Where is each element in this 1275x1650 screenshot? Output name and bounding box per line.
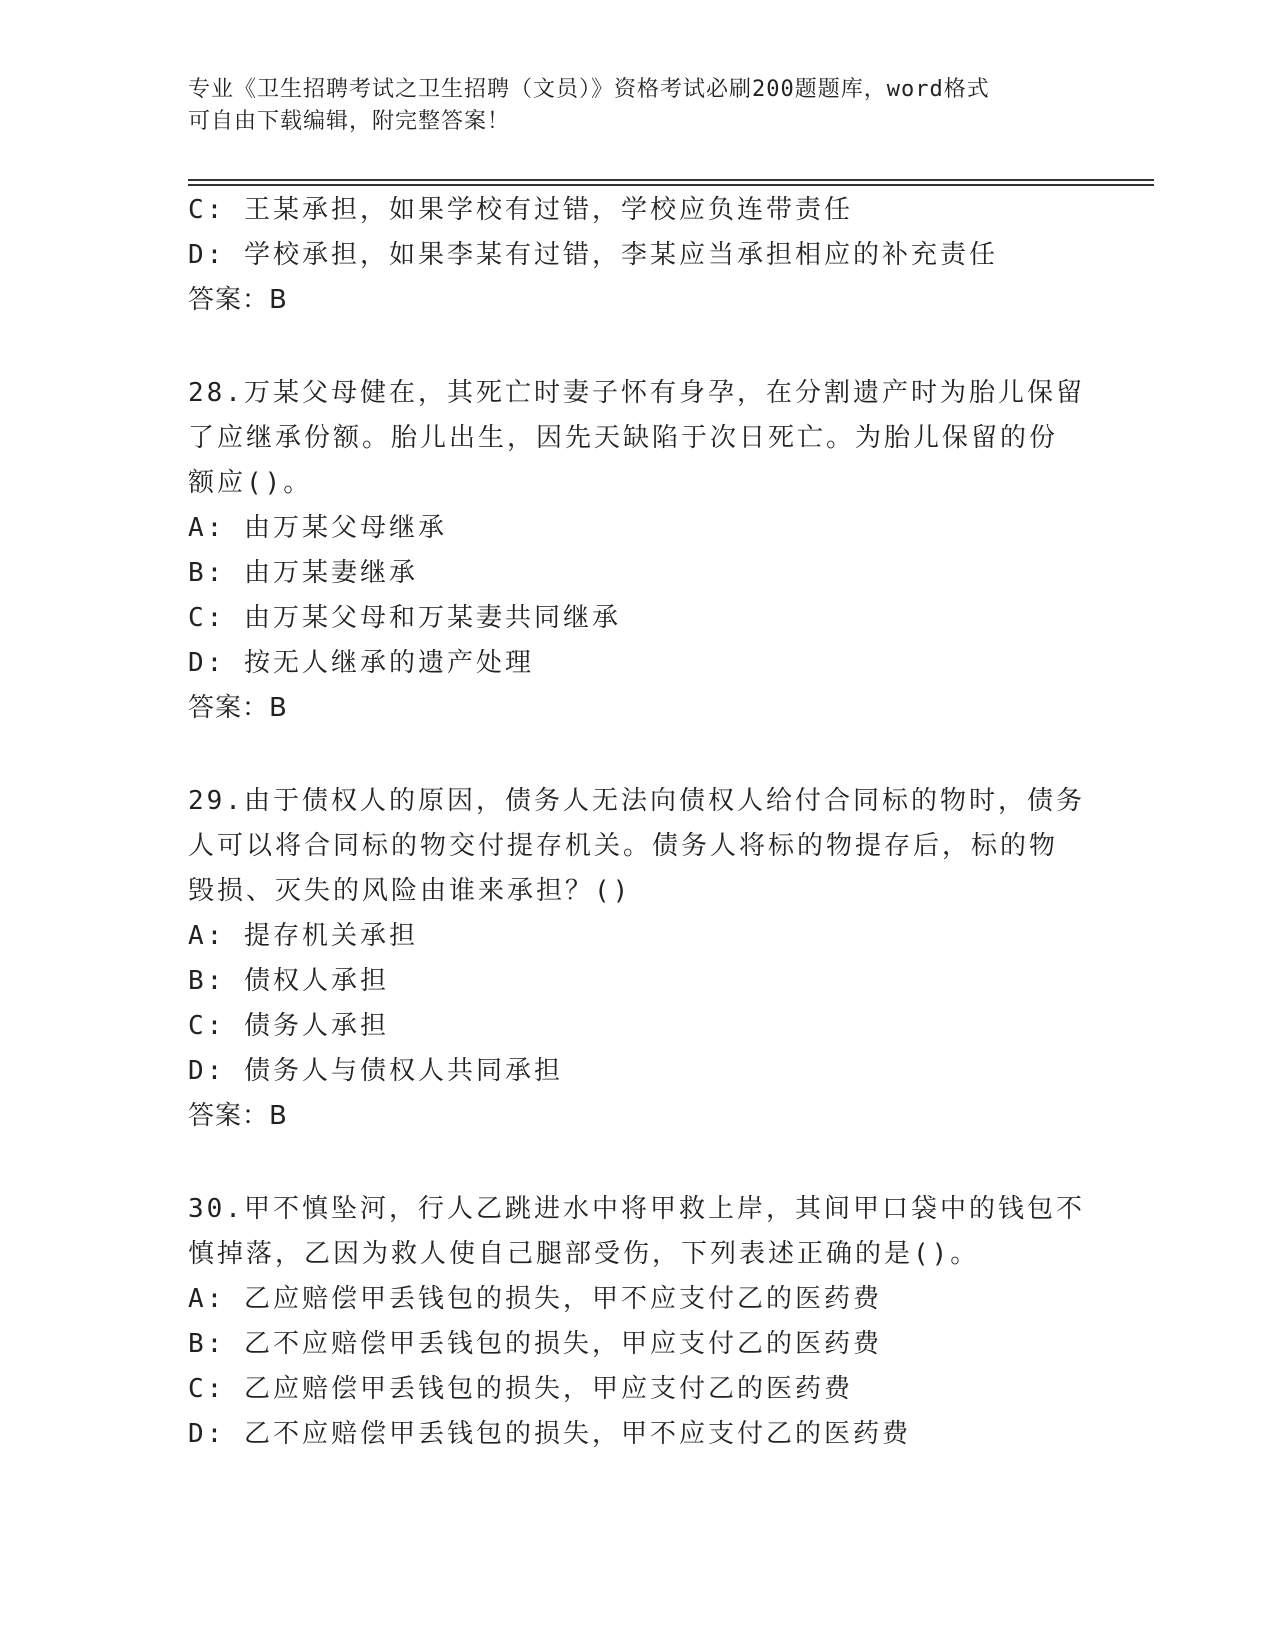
- document-header: [188, 74, 1088, 138]
- option-b: B: 债权人承担: [188, 966, 389, 996]
- question-30: [188, 1187, 1088, 1457]
- option-c: C: 乙应赔偿甲丢钱包的损失，甲应支付乙的医药费: [188, 1374, 853, 1404]
- option-d: D: 债务人与债权人共同承担: [188, 1056, 563, 1086]
- question-text-line: 28.万某父母健在，其死亡时妻子怀有身孕，在分割遗产时为胎儿保留: [188, 378, 1085, 408]
- question-29: [188, 779, 1088, 1139]
- question-text-line: 了应继承份额。胎儿出生，因先天缺陷于次日死亡。为胎儿保留的份: [188, 423, 1059, 453]
- option-c: C: 债务人承担: [188, 1011, 389, 1041]
- question-text-line: 29.由于债权人的原因，债务人无法向债权人给付合同标的物时，债务: [188, 786, 1085, 816]
- question-text-line: 额应()。: [188, 468, 313, 498]
- header-divider-top: [188, 179, 1154, 181]
- option-d: D: 学校承担，如果李某有过错，李某应当承担相应的补充责任: [188, 240, 998, 270]
- spacer: [188, 731, 1088, 779]
- option-a: A: 提存机关承担: [188, 921, 418, 951]
- previous-question-tail: [188, 188, 1088, 323]
- header-title-line-2: 可自由下载编辑，附完整答案！: [188, 109, 511, 134]
- option-d: D: 按无人继承的遗产处理: [188, 648, 534, 678]
- spacer: [188, 323, 1088, 371]
- question-text-line: 30.甲不慎坠河，行人乙跳进水中将甲救上岸，其间甲口袋中的钱包不: [188, 1194, 1085, 1224]
- option-a: A: 乙应赔偿甲丢钱包的损失，甲不应支付乙的医药费: [188, 1284, 882, 1314]
- option-c: C: 王某承担，如果学校有过错，学校应负连带责任: [188, 195, 853, 225]
- option-c: C: 由万某父母和万某妻共同继承: [188, 603, 621, 633]
- answer-label: 答案：B: [188, 1101, 288, 1131]
- option-a: A: 由万某父母继承: [188, 513, 447, 543]
- question-list: [188, 188, 1088, 1457]
- option-d: D: 乙不应赔偿甲丢钱包的损失，甲不应支付乙的医药费: [188, 1419, 911, 1449]
- question-text-line: 慎掉落，乙因为救人使自己腿部受伤，下列表述正确的是()。: [188, 1239, 980, 1269]
- answer-label: 答案：B: [188, 693, 288, 723]
- question-28: [188, 371, 1088, 731]
- question-text-line: 人可以将合同标的物交付提存机关。债务人将标的物提存后，标的物: [188, 831, 1059, 861]
- header-divider-bottom: [188, 184, 1154, 186]
- spacer: [188, 1139, 1088, 1187]
- option-b: B: 乙不应赔偿甲丢钱包的损失，甲应支付乙的医药费: [188, 1329, 882, 1359]
- header-title-line-1: 专业《卫生招聘考试之卫生招聘（文员）》资格考试必刷200题题库，word格式: [188, 77, 990, 102]
- question-text-line: 毁损、灭失的风险由谁来承担？(): [188, 876, 632, 906]
- option-b: B: 由万某妻继承: [188, 558, 418, 588]
- answer-label: 答案：B: [188, 285, 288, 315]
